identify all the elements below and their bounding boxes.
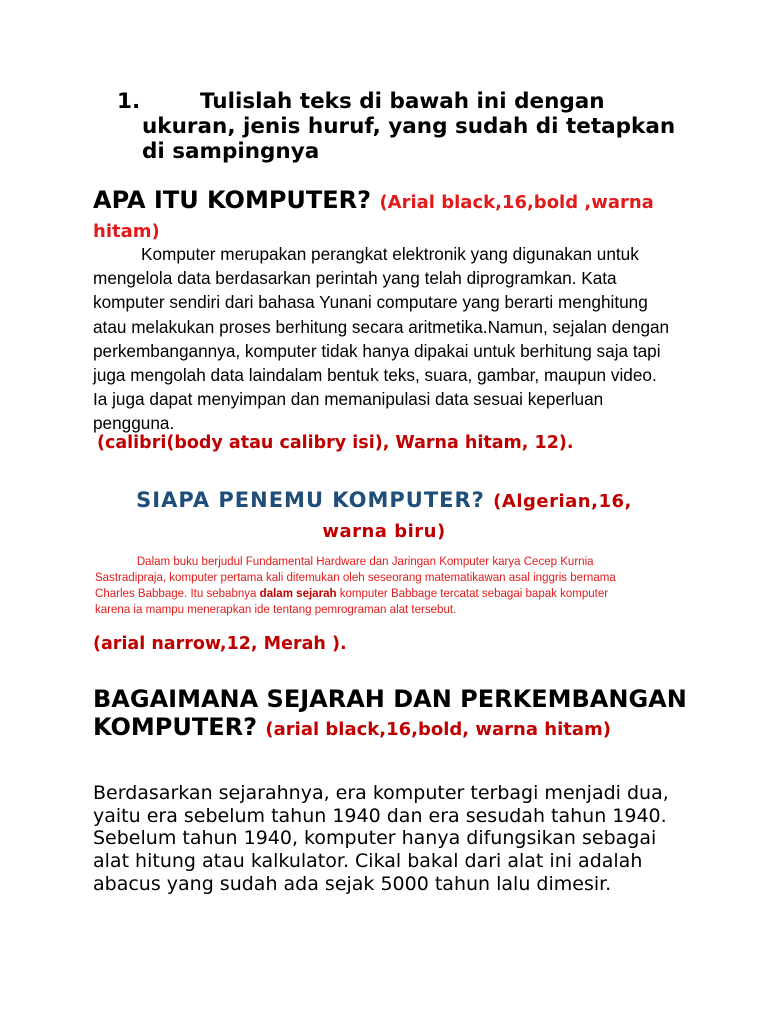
section2-paragraph [95, 553, 634, 617]
section2-format-note-after: (arial narrow,12, Merah ). [93, 634, 347, 654]
section2-format-note-cont: warna biru) [322, 521, 446, 542]
section1-paragraph: Komputer merupakan perangkat elektronik yang digunakan untuk mengelola data berdasarkan perintah yang telah diprogramkan. Kata komputer sendiri dari bahasa Yunani computare yang berarti menghitung atau melakukan proses berhitung secara aritmetika.Namun, sejalan dengan perkembangannya, komputer tidak hanya dipakai untuk berhitung saja tapi juga mengolah data laindalam bentuk teks, suara, gambar, maupun video. Ia juga dapat menyimpan dan memanipulasi data sesuai keperluan pengguna. [93, 244, 670, 434]
section1-heading-block [93, 185, 693, 246]
section2-paragraph-bold: dalam sejarah [259, 586, 337, 600]
section2-format-note: (Algerian,16, [493, 491, 632, 512]
section2-paragraph-part2: komputer Babbage tercatat sebagai bapak komputer karena ia mampu menerapkan ide tentang pemrograman alat tersebut. [95, 586, 609, 616]
instruction-item [117, 89, 677, 164]
section2-heading-block [93, 486, 675, 546]
instruction-number: 1. [117, 89, 141, 114]
section3-heading-block [93, 685, 693, 744]
section3-heading: BAGAIMANA SEJARAH DAN PERKEMBANGAN KOMPUTER? [93, 685, 687, 741]
section2-paragraph-part1: Dalam buku berjudul Fundamental Hardware dan Jaringan Komputer karya Cecep Kurnia Sastradipraja, komputer pertama kali ditemukan oleh seseorang matematikawan asal inggris bernama Charles Babbage. Itu sebabnya [95, 554, 616, 600]
section1-heading: APA ITU KOMPUTER? [93, 186, 372, 214]
section1-format-note-cont: hitam) [93, 221, 160, 242]
section3-format-note: (arial black,16,bold, warna hitam) [265, 719, 611, 740]
section1-format-note: (Arial black,16,bold ,warna [379, 192, 654, 213]
section2-heading: SIAPA PENEMU KOMPUTER? [136, 488, 485, 512]
section1-format-note-after: (calibri(body atau calibry isi), Warna hitam, 12). [97, 433, 574, 453]
instruction-text: Tulislah teks di bawah ini dengan ukuran, jenis huruf, yang sudah di tetapkan di sampingnya [142, 89, 676, 164]
section3-paragraph: Berdasarkan sejarahnya, era komputer terbagi menjadi dua, yaitu era sebelum tahun 1940 dan era sesudah tahun 1940. Sebelum tahun 1940, komputer hanya difungsikan sebagai alat hitung atau kalkulator. Cikal bakal dari alat ini adalah abacus yang sudah ada sejak 5000 tahun lalu dimesir. [93, 782, 669, 895]
